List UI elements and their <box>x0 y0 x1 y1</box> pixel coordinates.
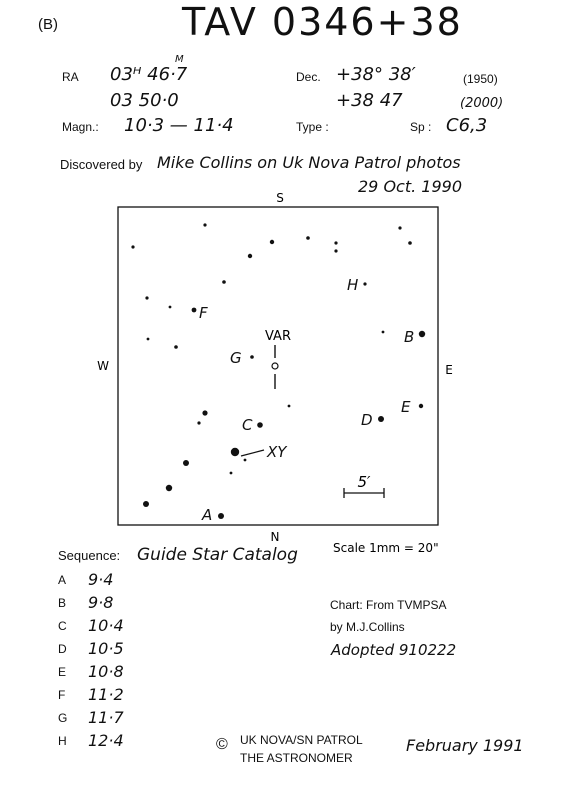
chart-source: Chart: From TVMPSA <box>330 598 447 612</box>
var-label: VAR <box>265 329 291 344</box>
object-designation: TAV 0346+38 <box>182 0 463 44</box>
scale-bar-label: 5′ <box>357 473 371 491</box>
field-star <box>244 459 247 462</box>
field-star <box>382 331 385 334</box>
sequence-row-g: G 11·7 <box>58 708 124 727</box>
variable-star-position <box>272 363 278 369</box>
ra-minute-mark: M <box>175 54 184 65</box>
publication-date: February 1991 <box>406 736 524 755</box>
dir-north: N <box>270 530 280 544</box>
star-xy <box>231 448 239 456</box>
epoch-1950: (1950) <box>463 72 498 86</box>
field-star <box>230 472 233 475</box>
discovery-text: Mike Collins on Uk Nova Patrol photos <box>157 153 461 172</box>
epoch-2000: (2000) <box>460 96 504 111</box>
discovered-by-label: Discovered by <box>60 157 143 172</box>
ra-label: RA <box>62 70 79 84</box>
comparison-star-g <box>250 355 254 359</box>
comparison-star-e <box>419 404 423 408</box>
sequence-row-f: F 11·2 <box>58 685 124 704</box>
dir-east: E <box>445 363 453 377</box>
org-line-2: THE ASTRONOMER <box>240 751 353 765</box>
field-star <box>143 501 149 507</box>
label-g: G <box>230 349 242 367</box>
field-star <box>306 236 310 240</box>
ra-2000-value: 03 50·0 <box>110 90 179 111</box>
field-star <box>166 485 172 491</box>
label-e: E <box>401 398 411 416</box>
label-b: B <box>404 328 415 346</box>
field-star <box>174 345 178 349</box>
sequence-label: Sequence: <box>58 548 121 563</box>
magnitude-label: Magn.: <box>62 120 99 134</box>
comparison-star-d <box>378 416 384 422</box>
sequence-source: Guide Star Catalog <box>137 545 298 565</box>
sequence-row-d: D 10·5 <box>58 639 124 658</box>
org-line-1: UK NOVA/SN PATROL <box>240 733 363 747</box>
field-star <box>145 296 148 299</box>
adopted-date: Adopted 910222 <box>331 641 457 659</box>
comparison-star-f <box>192 308 197 313</box>
field-star <box>288 405 291 408</box>
label-h: H <box>347 276 359 294</box>
comparison-star-h <box>363 282 366 285</box>
field-star <box>202 410 207 415</box>
label-a: A <box>202 506 213 524</box>
magnitude-range: 10·3 — 11·4 <box>124 115 234 136</box>
dir-west: W <box>97 359 109 373</box>
scale-note: Scale 1mm = 20" <box>333 541 439 555</box>
field-star <box>169 306 172 309</box>
field-star <box>203 223 206 226</box>
chart-author: by M.J.Collins <box>330 620 405 634</box>
sequence-row-e: E 10·8 <box>58 662 124 681</box>
dec-label: Dec. <box>296 70 321 84</box>
label-c: C <box>242 416 253 434</box>
field-star <box>334 249 337 252</box>
copyright-symbol: © <box>216 736 228 753</box>
ra-1950-value: 03ᴴ 46·7 <box>110 64 188 85</box>
sequence-row-c: C 10·4 <box>58 616 124 635</box>
field-star <box>248 254 252 258</box>
sequence-row-b: B 9·8 <box>58 593 114 612</box>
label-d: D <box>361 411 373 429</box>
dec-2000-value: +38 47 <box>336 90 403 111</box>
field-star <box>147 338 150 341</box>
field-star <box>398 226 401 229</box>
field-star <box>131 245 134 248</box>
discovery-date: 29 Oct. 1990 <box>358 177 462 196</box>
field-star <box>197 421 200 424</box>
label-f: F <box>199 304 208 322</box>
field-star <box>270 240 274 244</box>
panel-label: (B) <box>38 16 58 33</box>
spectral-type: C6,3 <box>446 115 488 136</box>
field-star <box>408 241 412 245</box>
dec-1950-value: +38° 38′ <box>336 64 416 85</box>
type-label: Type : <box>296 120 329 134</box>
spectral-label: Sp : <box>410 120 432 134</box>
field-star <box>183 460 189 466</box>
sequence-row-a: A 9·4 <box>58 570 114 589</box>
field-star <box>334 241 337 244</box>
dir-south: S <box>276 191 284 205</box>
label-xy: XY <box>267 443 287 461</box>
comparison-star-b <box>419 331 425 337</box>
xy-pointer <box>241 450 264 456</box>
comparison-star-a <box>218 513 224 519</box>
sequence-row-h: H 12·4 <box>58 731 124 750</box>
field-star <box>222 280 226 284</box>
comparison-star-c <box>257 422 263 428</box>
